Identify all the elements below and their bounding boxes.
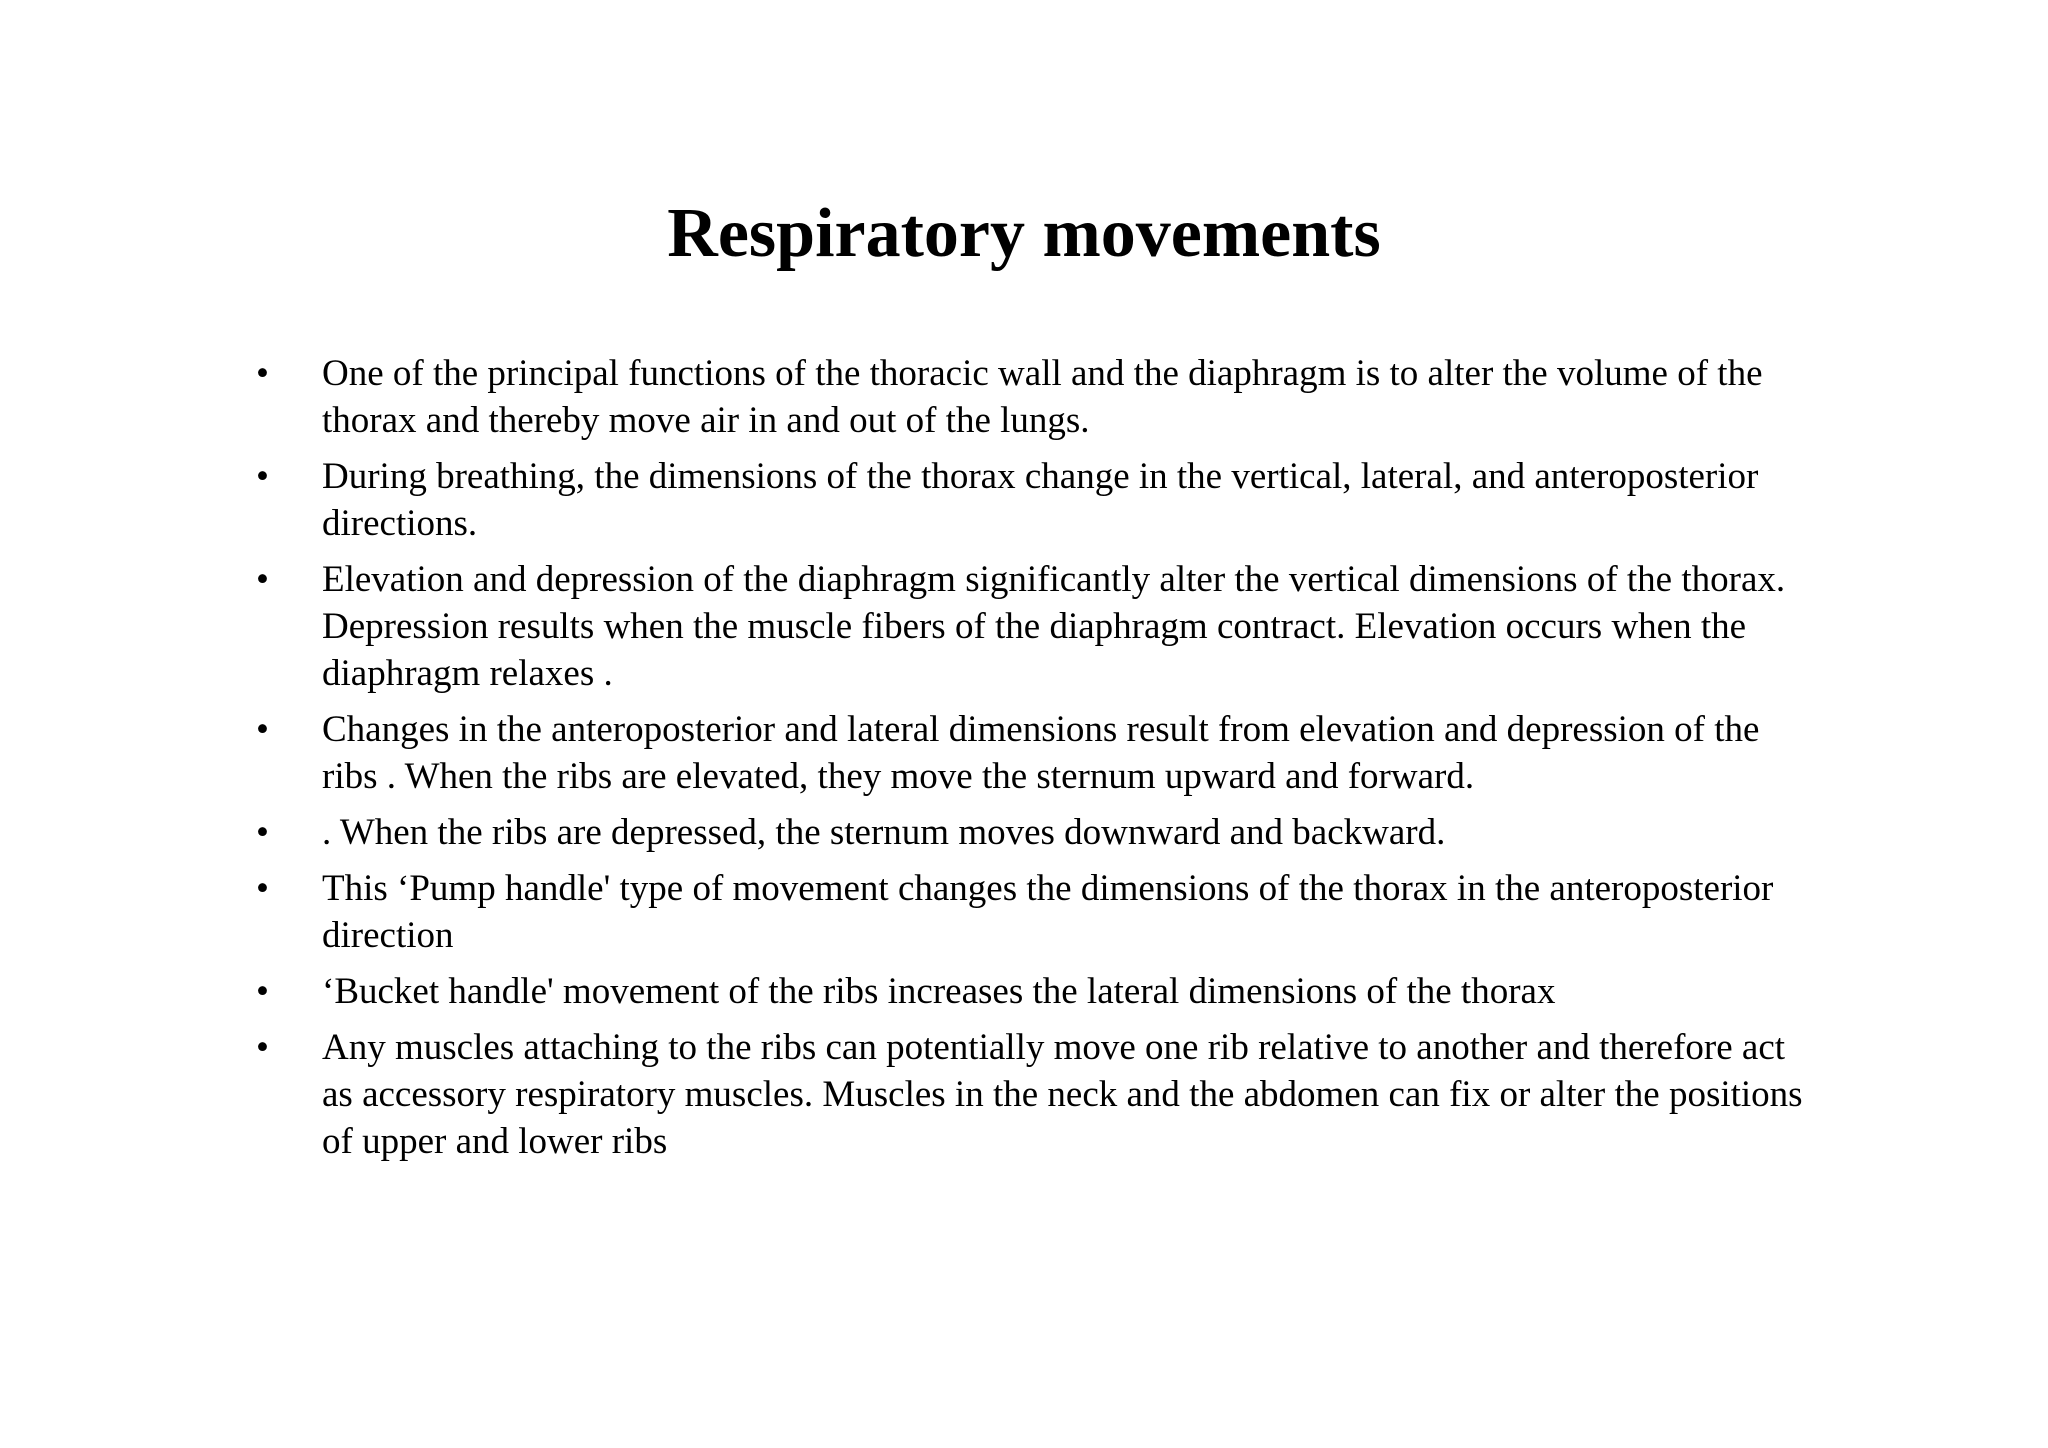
list-item	[250, 706, 1810, 800]
bullet-text: Changes in the anteroposterior and lateral dimensions result from elevation and depression of the ribs . When the ribs are elevated, they move the sternum upward and forward.	[322, 709, 1760, 797]
bullet-text: One of the principal functions of the thoracic wall and the diaphragm is to alter the volume of the thorax and thereby move air in and out of the lungs.	[322, 353, 1763, 441]
list-item	[250, 350, 1810, 444]
bullet-text: During breathing, the dimensions of the thorax change in the vertical, lateral, and anteroposterior directions.	[322, 456, 1759, 544]
bullet-icon: •	[256, 709, 269, 750]
slide-title: Respiratory movements	[667, 195, 1381, 272]
list-item	[250, 809, 1810, 856]
list-item	[250, 556, 1810, 697]
bullet-icon: •	[256, 559, 269, 600]
bullet-icon: •	[256, 971, 269, 1012]
bullet-list	[250, 350, 1810, 1174]
list-item	[250, 865, 1810, 959]
bullet-text: ‘Bucket handle' movement of the ribs increases the lateral dimensions of the thorax	[322, 971, 1556, 1012]
bullet-icon: •	[256, 868, 269, 909]
bullet-text: Elevation and depression of the diaphragm significantly alter the vertical dimensions of the thorax. Depression results when the muscle fibers of the diaphragm contract. Elevation occurs when the diaphragm relaxes .	[322, 559, 1786, 694]
bullet-icon: •	[256, 812, 269, 853]
bullet-icon: •	[256, 1027, 269, 1068]
bullet-icon: •	[256, 353, 269, 394]
list-item	[250, 1024, 1810, 1165]
bullet-icon: •	[256, 456, 269, 497]
bullet-text: This ‘Pump handle' type of movement changes the dimensions of the thorax in the anteroposterior direction	[322, 868, 1774, 956]
list-item	[250, 968, 1810, 1015]
bullet-text: . When the ribs are depressed, the sternum moves downward and backward.	[322, 812, 1446, 853]
list-item	[250, 453, 1810, 547]
bullet-text: Any muscles attaching to the ribs can potentially move one rib relative to another and therefore act as accessory respiratory muscles. Muscles in the neck and the abdomen can fix or alter the positions of upper and lower ribs	[322, 1027, 1803, 1162]
